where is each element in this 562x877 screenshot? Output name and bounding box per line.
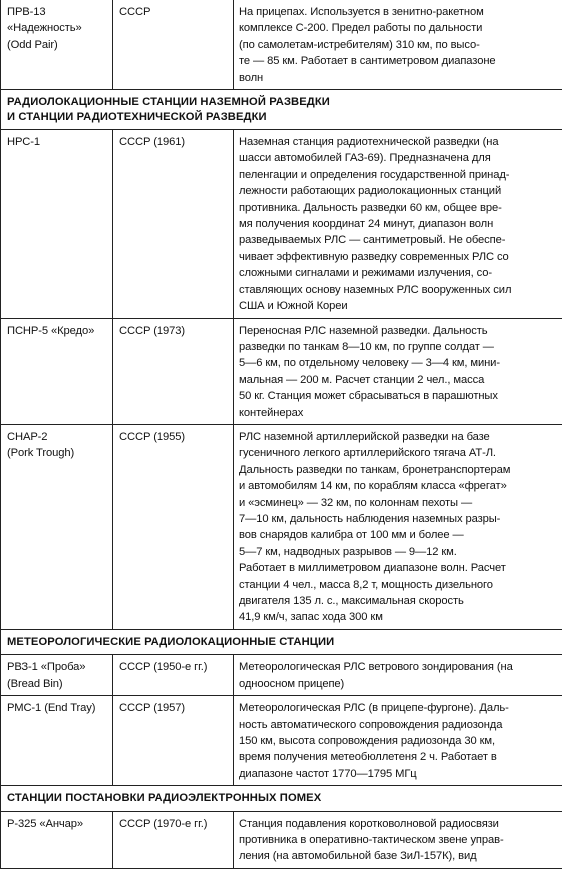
station-description-line: На прицепах. Используется в зенитно-ракетном [239,6,484,18]
station-description-line: ставляющих основу наземных РЛС вооруженных сил [239,283,512,296]
section-header-row [1,786,562,812]
station-description-line: разведываемых РЛС — сантиметровый. Не обеспе- [239,234,506,247]
station-description-line: противника в оперативно-тактическом звене управ- [239,834,504,847]
station-name-cell [1,811,113,868]
station-description-line: чивает эффективную разведку современных РЛС со [239,250,509,263]
station-origin-cell [113,655,234,696]
station-name: ПСНР-5 «Кредо» [7,324,95,337]
station-description-cell [234,696,562,786]
station-description-line: ления (на автомобильной базе ЗиЛ-157К), вид [239,850,477,863]
station-description-line: 41,9 км/ч, запас хода 300 км [239,611,383,624]
station-origin-cell [113,0,234,90]
station-description-line: пеленгации и определения государственной принад- [239,168,510,181]
station-description-cell [234,811,562,868]
table-row [1,0,562,90]
station-origin: СССР (1957) [119,702,186,715]
station-name: (Pork Trough) [7,447,75,460]
station-description-line: двигателя 135 л. с., максимальная скорость [239,595,464,607]
station-name-cell [1,424,113,629]
station-description-line: контейнерах [239,406,304,419]
station-name-cell [1,318,113,424]
station-name: (Odd Pair) [7,38,58,51]
station-name-cell [1,696,113,786]
station-origin: СССР (1955) [119,430,186,443]
station-description-line: мя получения координат 24 минут, диапазон волн [239,218,494,231]
station-name: РВЗ-1 «Проба» [7,661,86,674]
station-description-cell [234,0,562,90]
station-description-line: шасси автомобилей ГАЗ-69). Предназначена для [239,152,491,165]
section-header-row [1,629,562,655]
station-origin-cell [113,424,234,629]
station-origin-cell [113,130,234,318]
station-name: ПРВ-13 [7,6,46,18]
station-description-line: те — 85 км. Работает в сантиметровом диапазоне [239,55,496,68]
station-description-line: и автомобилям 14 км, по кораблям класса «фрегат» [239,480,507,493]
station-description-line: сложными сигналами и режимами излучения, со- [239,267,492,280]
station-description-line: комплексе С-200. Предел работы по дальности [239,22,483,35]
station-name: СНАР-2 [7,430,48,443]
station-origin: СССР (1961) [119,136,186,149]
station-name-cell [1,0,113,90]
section-title [1,786,562,812]
station-description-line: 150 км, высота сопровождения радиозонда 30 км, [239,734,495,747]
station-description-line: Наземная станция радиотехнической разведки (на [239,136,499,149]
table-row [1,811,562,868]
station-origin: СССР (1950-е гг.) [119,661,208,674]
station-origin-cell [113,696,234,786]
station-origin: СССР [119,6,151,18]
station-description-cell [234,655,562,696]
section-title-line: И СТАНЦИИ РАДИОТЕХНИЧЕСКОЙ РАЗВЕДКИ [7,110,267,123]
station-description-line: 5—7 км, надводных разрывов — 9—12 км. [239,545,457,558]
station-description-line: 5—6 км, по отдельному человеку — 3—4 км, мини- [239,357,500,370]
station-description-line: ность автоматического сопровождения радиозонда [239,718,503,731]
station-name: «Надежность» [7,22,82,35]
table-row [1,130,562,318]
station-description-line: время получения метеобюллетеня 2 ч. Работает в [239,751,497,764]
station-description-line: Работает в миллиметровом диапазоне волн. Расчет [239,562,506,575]
station-description-line: Станция подавления коротковолновой радиосвязи [239,817,499,830]
section-title [1,90,562,130]
station-description-cell [234,130,562,318]
station-description-line: гусеничного легкого артиллерийского тягача АТ-Л. [239,447,496,460]
section-title-line: МЕТЕОРОЛОГИЧЕСКИЕ РАДИОЛОКАЦИОННЫЕ СТАНЦИИ [7,635,335,648]
station-origin-cell [113,811,234,868]
station-name: РМС-1 (End Tray) [7,702,96,715]
station-description-line: диапазоне частот 1770—1795 МГц [239,767,417,780]
station-description-line: Метеорологическая РЛС (в прицепе-фургоне). Даль- [239,702,509,715]
station-description-line: вов снарядов калибра от 100 мм и более — [239,529,464,542]
station-description-line: Переносная РЛС наземной разведки. Дальность [239,324,488,337]
station-description-line: 50 кг. Станция может сбрасываться в парашютных [239,390,498,403]
station-description-line: США и Южной Кореи [239,300,348,313]
section-title-line: РАДИОЛОКАЦИОННЫЕ СТАНЦИИ НАЗЕМНОЙ РАЗВЕДКИ [7,96,330,109]
table-row [1,696,562,786]
table-row [1,318,562,424]
station-description-line: мальная — 200 м. Расчет станции 2 чел., масса [239,373,485,386]
station-name: Р-325 «Анчар» [7,817,84,830]
table-row [1,424,562,629]
section-title-line: СТАНЦИИ ПОСТАНОВКИ РАДИОЭЛЕКТРОННЫХ ПОМЕХ [7,792,322,805]
station-description-line: разведки по танкам 8—10 км, по группе солдат — [239,340,494,353]
station-description-line: 7—10 км, дальность наблюдения наземных разры- [239,512,501,525]
station-description-cell [234,424,562,629]
station-description-cell [234,318,562,424]
station-description-line: Метеорологическая РЛС ветрового зондирования (на [239,661,513,674]
station-name: (Bread Bin) [7,677,63,690]
station-description-line: Дальность разведки по танкам, бронетранспортерам [239,463,511,476]
station-origin-cell [113,318,234,424]
station-description-line: (по самолетам-истребителям) 310 км, по высо- [239,38,480,51]
station-description-line: волн [239,71,264,84]
station-name-cell [1,130,113,318]
station-description-line: и «эсминец» — 32 км, по колоннам пехоты — [239,496,473,509]
table-row [1,655,562,696]
station-description-line: противника. Дальность разведки 60 км, общее вре- [239,201,502,214]
table-body [1,0,562,868]
station-name: НРС-1 [7,136,40,149]
section-title [1,629,562,655]
station-name-cell [1,655,113,696]
station-origin: СССР (1973) [119,324,186,337]
station-description-line: РЛС наземной артиллерийской разведки на базе [239,430,490,443]
station-description-line: лежности работающих радиолокационных станций [239,185,502,198]
station-origin: СССР (1970-е гг.) [119,817,208,830]
station-description-line: станции 4 чел., масса 8,2 т, мощность дизельного [239,578,493,591]
station-description-line: одноосном прицепе) [239,677,345,690]
section-header-row [1,90,562,130]
